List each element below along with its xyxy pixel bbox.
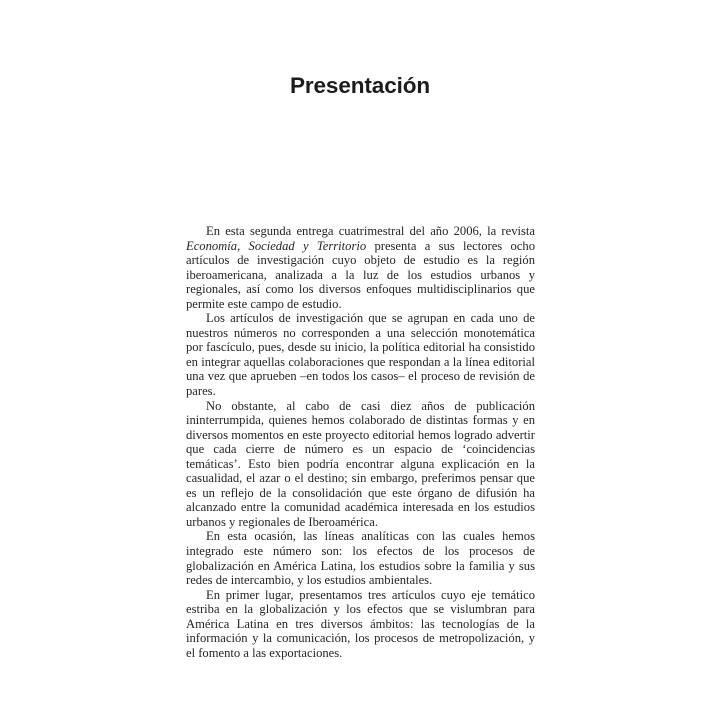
body-paragraph: No obstante, al cabo de casi diez años de publicación ininterrumpida, quienes hemos colaborado de distintas formas y en diversos momentos en este proyecto editorial hemos logrado advertir que cada cierre de número es un espacio de ‘coincidencias temáticas’. Esto bien podría encontrar alguna explicación en la casualidad, el azar o el destino; sin embargo, preferimos pensar que es un reflejo de la consolidación que este órgano de difusión ha alcanzado entre la comunidad académica interesada en los estudios urbanos y regionales de Iberoamérica. bbox=[186, 398, 535, 529]
journal-title: Economía, Sociedad y Territorio bbox=[186, 238, 367, 253]
body-paragraph: En esta ocasión, las líneas analíticas con las cuales hemos integrado este número son: los efectos de los procesos de globalización en América Latina, los estudios sobre la familia y sus redes de intercambio, y los estudios ambientales. bbox=[186, 529, 535, 588]
body-paragraph: Los artículos de investigación que se agrupan en cada uno de nuestros números no corresponden a una selección monotemática por fascículo, pues, desde su inicio, la política editorial ha consistido en integrar aquellas colaboraciones que respondan a la línea editorial una vez que aprueben –en todos los casos– el proceso de revisión de pares. bbox=[186, 311, 535, 399]
body-paragraph: En esta segunda entrega cuatrimestral del año 2006, la revista Economía, Sociedad y Territorio presenta a sus lectores ocho artículos de investigación cuyo objeto de estudio es la región iberoamericana, analizada a la luz de los estudios urbanos y regionales, así como los diversos enfoques multidisciplinarios que permite este campo de estudio. bbox=[186, 224, 535, 311]
body-text-column bbox=[186, 224, 535, 660]
page-title: Presentación bbox=[289, 73, 431, 99]
body-paragraph: En primer lugar, presentamos tres artículos cuyo eje temático estriba en la globalización y los efectos que se vislumbran para América Latina en tres diversos ámbitos: las tecnologías de la información y la comunicación, los procesos de metropolización, y el fomento a las exportaciones. bbox=[186, 587, 535, 660]
